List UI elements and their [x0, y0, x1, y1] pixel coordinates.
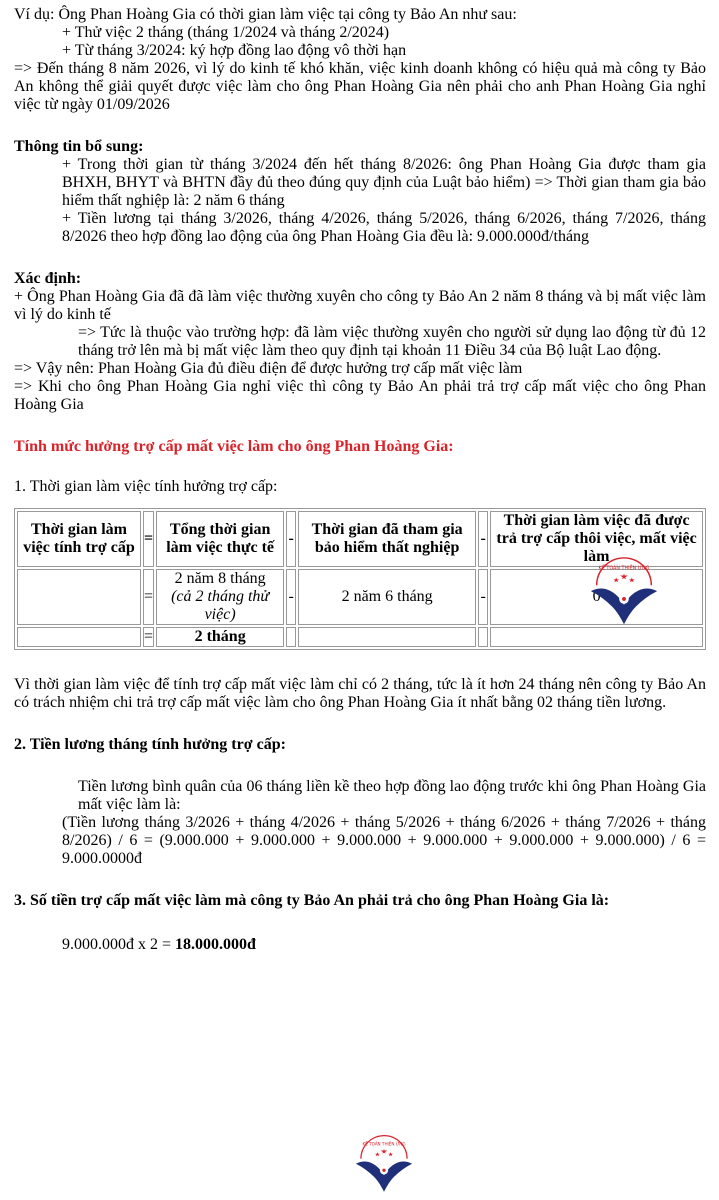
table-operator: -	[478, 569, 488, 625]
explain-paragraph: Vì thời gian làm việc để tính trợ cấp mất việc làm chỉ có 2 tháng, tức là ít hơn 24 tháng nên công ty Bảo An có trách nhiệm chi trả trợ cấp mất việc làm cho ông Phan Hoàng Gia ít nhất bằng 02 tháng tiền lương.	[14, 676, 706, 711]
table-operator: -	[286, 511, 296, 567]
table-operator: -	[478, 511, 488, 567]
table-operator: =	[144, 628, 154, 645]
determine-heading: Xác định:	[14, 270, 82, 287]
supplement-item-1: + Trong thời gian từ tháng 3/2024 đến hết tháng 8/2026: ông Phan Hoàng Gia được tham gia BHXH, BHYT và BHTN đầy đủ theo đúng quy định của Luật bảo hiểm) => Thời gian tham gia bảo hiểm thất nghiệp là: 2 năm 6 tháng	[62, 156, 706, 209]
table-cell: 0	[490, 569, 703, 625]
determine-item-1: + Ông Phan Hoàng Gia đã đã làm việc thường xuyên cho công ty Bảo An 2 năm 8 tháng và bị mất việc làm vì lý do kinh tế	[14, 288, 706, 323]
example-intro: Ví dụ: Ông Phan Hoàng Gia có thời gian làm việc tại công ty Bảo An như sau:	[14, 6, 517, 23]
table-header: Tổng thời gian làm việc thực tế	[156, 511, 284, 567]
document	[14, 6, 706, 954]
determine-item-3: => Vậy nên: Phan Hoàng Gia đủ điều điện để được hưởng trợ cấp mất việc làm	[14, 360, 523, 377]
determine-item-4: => Khi cho ông Phan Hoàng Gia nghỉ việc thì công ty Bảo An phải trả trợ cấp mất việc cho ông Phan Hoàng Gia	[14, 378, 706, 413]
table-operator	[478, 627, 488, 647]
example-line-1: + Thử việc 2 tháng (tháng 1/2024 và tháng 2/2024)	[62, 24, 390, 41]
table-header: Thời gian làm việc đã được trả trợ cấp thôi việc, mất việc làm	[490, 511, 703, 567]
salary-intro: Tiền lương bình quân của 06 tháng liền kề theo hợp đồng lao động trước khi ông Phan Hoàng Gia mất việc làm là:	[78, 778, 706, 813]
example-conclusion: => Đến tháng 8 năm 2026, vì lý do kinh tế khó khăn, việc kinh doanh không có hiệu quả mà công ty Bảo An không thể giải quyết được việc làm cho ông Phan Hoàng Gia nên phải cho anh Phan Hoàng Gia nghỉ việc từ ngày 01/09/2026	[14, 60, 706, 113]
table-operator	[286, 627, 296, 647]
seal-text: KẾ TOÁN THIÊN ƯNG	[362, 1141, 406, 1147]
supplement-heading: Thông tin bổ sung:	[14, 138, 144, 155]
table-cell	[17, 569, 141, 625]
table-operator: =	[143, 511, 154, 567]
calc-heading: Tính mức hưởng trợ cấp mất việc làm cho ông Phan Hoàng Gia:	[14, 438, 454, 455]
total-time-value: 2 năm 8 tháng	[174, 570, 266, 587]
section-2-heading: 2. Tiền lương tháng tính hưởng trợ cấp:	[14, 736, 286, 753]
section-3-heading: 3. Số tiền trợ cấp mất việc làm mà công ty Bảo An phải trả cho ông Phan Hoàng Gia là:	[14, 892, 610, 909]
table-header: Thời gian đã tham gia bảo hiểm thất nghiệp	[298, 511, 476, 567]
result-expression: 9.000.000đ x 2 =	[62, 936, 176, 953]
total-time-note: (cả 2 tháng thử việc)	[171, 588, 270, 623]
salary-formula: (Tiền lương tháng 3/2026 + tháng 4/2026 + tháng 5/2026 + tháng 6/2026 + tháng 7/2026 + tháng 8/2026) / 6 = (9.000.000 + 9.000.000 + 9.000.000 + 9.000.000 + 9.000.000 + 9.000.000) / 6 = 9.000.0000đ	[62, 814, 706, 867]
result-line	[14, 936, 706, 954]
eagle-seal-icon	[344, 1134, 424, 1200]
table-cell: 2 tháng	[156, 627, 284, 647]
table-operator: -	[286, 569, 296, 625]
eagle-seal-icon	[584, 556, 664, 634]
table-cell: 2 năm 6 tháng	[298, 569, 476, 625]
seal-text: KẾ TOÁN THIÊN ƯNG	[598, 565, 650, 572]
section-1-heading: 1. Thời gian làm việc tính hưởng trợ cấp:	[14, 478, 278, 495]
supplement-item-2: + Tiền lương tại tháng 3/2026, tháng 4/2026, tháng 5/2026, tháng 6/2026, tháng 7/2026, tháng 8/2026 theo hợp đồng lao động của ông Phan Hoàng Gia đều là: 9.000.000đ/tháng	[62, 210, 706, 245]
table-cell	[156, 569, 284, 625]
table-cell	[17, 627, 141, 647]
table-cell	[298, 627, 476, 647]
table-header: Thời gian làm việc tính trợ cấp	[17, 511, 141, 567]
determine-item-2: => Tức là thuộc vào trường hợp: đã làm việc thường xuyên cho người sử dụng lao động từ đủ 12 tháng trở lên mà bị mất việc làm theo quy định tại khoản 11 Điều 34 của Bộ luật Lao động.	[78, 324, 706, 359]
example-line-2: + Từ tháng 3/2024: ký hợp đồng lao động vô thời hạn	[62, 42, 407, 59]
result-value: 18.000.000đ	[175, 936, 256, 953]
table-operator: =	[143, 569, 154, 625]
